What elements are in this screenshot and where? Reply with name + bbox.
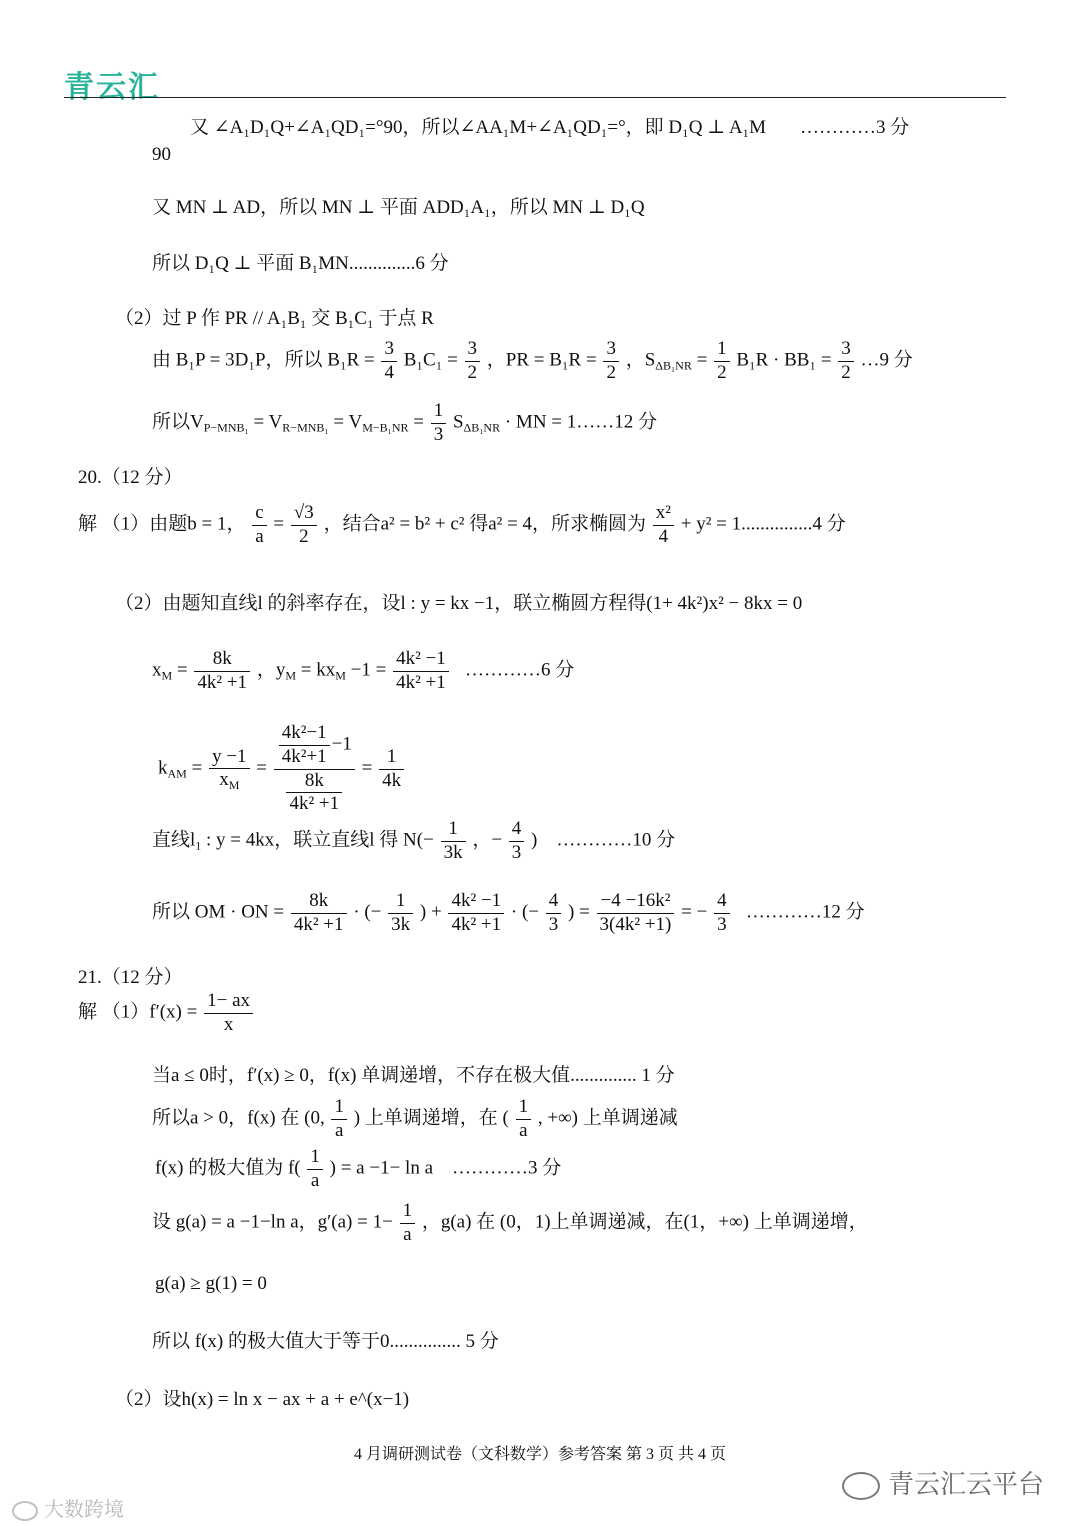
dot-f: = − [681,901,708,923]
q21-line-3-a: 所以a > 0，f(x) 在 (0, [152,1107,325,1129]
score-1: …………3 分 [800,117,910,138]
fraction: $\frac{3}{2}$ [838,338,854,385]
q21-line-6: g(a) ≥ g(1) = 0 [155,1273,267,1294]
xm-ym-line: $x_M$ = $\frac{8k}{\text{4k² +1}}$ ，$y_M = kx_M -1$ = $\frac{\text{4k² −1}}{\text{4k² +1}}$ …………6 分 [152,648,575,693]
fraction: $\frac{4}{3}$ [509,818,525,865]
q21-line-3 [152,1096,678,1143]
score-3: …………3 分 [452,1157,562,1179]
q21-line-3-c: , +∞) 上单调递减 [537,1107,678,1129]
fraction: $\frac{1- ax}{x}$ [204,990,253,1037]
kam-label: k [158,757,168,779]
ym-eq: = kx [300,659,336,681]
line-l1-b: : y = 4kx，联立直线l 得 N(− [206,829,434,851]
q21-line-5-b: ，g(a) 在 (0，1)上单调递减，在(1，+∞) 上单调递增， [421,1211,868,1233]
dot-e: ) = [568,901,590,923]
fraction: $\frac{8k}{\text{4k² +1}}$ [194,648,250,695]
text-line-1: 又 ∠A₁D₁Q+∠A₁QD₁=°90，所以∠AA₁M+∠A₁QD₁=°，即 D₁Q ⊥ A₁M [190,117,767,138]
q20-part1: 解 （1）由题b = 1， $\frac{c}{a}$ = $\frac{√3}{2}$ ，结合a² = b² + c² 得a² = 4，所求椭圆为 $\frac{\text{x²}}{4}$ + y² = 1...............4 分 [78,502,846,547]
dot-product-line [152,890,865,937]
fraction: $\frac{√3}{2}$ [291,502,317,549]
fraction: $\frac{1}{3k}$ [388,890,413,937]
fraction: $\frac{1}{a}$ [516,1096,532,1143]
q21-line-7: 所以 f(x) 的极大值大于等于0............... 5 分 [152,1331,499,1352]
dot-d: · (− [510,901,539,923]
q21-line-3-b: ) 上单调递增，在 ( [353,1107,509,1129]
q20-part1-b: ，结合a² = b² + c² 得a² = 4，所求椭圆为 [323,513,647,535]
q21-line-2: 当a ≤ 0时，f′(x) ≥ 0，f(x) 单调递增，不存在极大值.............. 1 分 [152,1065,675,1086]
line5-part-b: B₁C₁ = [403,349,458,371]
text-line-3: 所以 D₁Q ⊥ 平面 B₁MN..............6 分 [152,253,449,274]
fraction: $\frac{1}{2}$ [714,338,730,385]
score-9: …9 分 [860,349,913,371]
line6-part-a: 所以V [152,411,204,433]
q21-line-4 [155,1146,561,1193]
fraction-complex: $\frac{\text{4k²−1}}{\text{4k²+1}}$ −1 $\frac{8k}{\text{4k² +1}}$ [274,722,355,816]
dot-b: · (− [353,901,382,923]
fraction: $\frac{1}{a}$ [400,1200,416,1247]
line-l1-d: ) [531,829,538,851]
watermark-right [842,1464,1044,1501]
xm-label: x [152,659,162,681]
watermark-right-text: 青云汇云平台 [887,1470,1044,1500]
q20-part1-a: 解 （1）由题b = 1， [78,513,246,535]
logo: 青云汇 [64,70,160,105]
q21-line-4-b: ) = a −1− ln a [329,1157,434,1179]
line-l1-c: ，− [472,829,503,851]
fraction: $\frac{\text{−4 −16k²}}{\text{3(4k² +1)}}$ [597,890,675,937]
fraction: $\frac{1}{a}$ [307,1146,323,1193]
q21-part1-a: 解 （1）f′(x) = [78,1001,198,1023]
score-6: …………6 分 [465,659,575,681]
kam-line: $k_{AM}$ = $\frac{y -1}{x_M}$ = $\frac{\text{4k²−1}}{\text{4k²+1}}$ −1 $\frac{8k}{\text{4k² +1}}$ = $\frac{1}{4k}$ [158,722,406,816]
kam-eq: = [191,757,203,779]
score-12: …………12 分 [745,901,865,923]
fraction: $\frac{y -1}{x_M}$ [209,746,249,793]
fraction: $\frac{\text{4k² −1}}{\text{4k² +1}}$ [448,890,504,937]
line6-part-c: = V [333,411,363,433]
brand-icon [12,1501,38,1521]
fraction: $\frac{4}{3}$ [546,890,562,937]
dot-a: 所以 OM · ON = [152,901,285,923]
question-20-heading: 20.（12 分） [78,467,183,488]
xm-eq: = [176,659,188,681]
fraction: $\frac{8k}{\text{4k² +1}}$ [291,890,347,937]
q20-part2: （2）由题知直线l 的斜率存在，设l : y = kx −1，联立椭圆方程得(1+ 4k²)x² − 8kx = 0 [115,593,803,614]
q21-part1 [78,990,255,1037]
page-footer: 4 月调研测试卷（文科数学）参考答案 第 3 页 共 4 页 [353,1446,726,1463]
score-10: …………10 分 [556,829,676,851]
q21-line-5-a: 设 g(a) = a −1−ln a，g′(a) = 1− [152,1211,393,1233]
text-line-1b: 90 [152,144,171,165]
q21-line-4-a: f(x) 的极大值为 f( [155,1157,301,1179]
line6-part-b: = V [253,411,283,433]
watermark-left-text: 大数跨境 [44,1497,124,1521]
fraction: $\frac{3}{4}$ [381,338,397,385]
fraction: $\frac{4}{3}$ [714,890,730,937]
wechat-icon [842,1472,880,1500]
fraction: $\frac{1}{4k}$ [379,746,404,793]
fraction: $\frac{1}{a}$ [331,1096,347,1143]
fraction: $\frac{c}{a}$ [252,502,266,549]
line5-part-a: 由 B₁P = 3D₁P，所以 B₁R = [152,349,375,371]
line-l1: 直线$l_1$ : y = 4kx，联立直线l 得 N(− $\frac{1}{3k}$ ，− $\frac{4}{3}$ ) …………10 分 [152,818,676,863]
ym-label: ，y [256,659,286,681]
fraction: $\frac{3}{2}$ [465,338,481,385]
fraction: $\frac{\text{4k² −1}}{\text{4k² +1}}$ [393,648,449,695]
text-line-5: 由 B₁P = 3D₁P，所以 B₁R = $\frac{3}{4}$ B₁C₁ = $\frac{3}{2}$ ，PR = B₁R = $\frac{3}{2}$ ，$S_{\Delta B_1NR}$ = $\frac{1}{2}$ B₁R · BB₁ = $\frac{3}{2}$ …9 分 [152,338,913,383]
header-rule [64,97,1006,98]
watermark-left [12,1493,124,1522]
fraction: $\frac{3}{2}$ [603,338,619,385]
text-line-6: 所以$V_{P-MNB_1} = V_{R-MNB_1} = V_{M-B_1NR}$ = $\frac{1}{3}$ $S_{\Delta B_1NR}$ · MN = 1……12 分 [152,400,658,445]
line6-part-e: · MN = 1……12 分 [504,411,658,433]
dot-c: ) + [419,901,442,923]
line5-part-c: ，PR = B₁R = [486,349,597,371]
text-line-2: 又 MN ⊥ AD，所以 MN ⊥ 平面 ADD₁A₁，所以 MN ⊥ D₁Q [152,197,645,218]
text-line-4: （2）过 P 作 PR // A₁B₁ 交 B₁C₁ 于点 R [115,308,434,329]
ym-eq-2: −1 = [350,659,387,681]
line-l1-a: 直线l [152,829,196,851]
fraction: $\frac{1}{3}$ [431,400,447,447]
question-21-heading: 21.（12 分） [78,967,183,988]
q21-line-5 [152,1200,868,1247]
fraction: $\frac{1}{3k}$ [441,818,466,865]
line6-part-d: S [452,411,464,433]
q20-part1-c: + y² = 1...............4 分 [680,513,846,535]
q21-line-8: （2）设h(x) = ln x − ax + a + e^(x−1) [115,1389,410,1410]
fraction: $\frac{\text{x²}}{4}$ [653,502,674,549]
line5-part-e: B₁R · BB₁ = [736,349,832,371]
line5-part-d: ，S [625,349,656,371]
